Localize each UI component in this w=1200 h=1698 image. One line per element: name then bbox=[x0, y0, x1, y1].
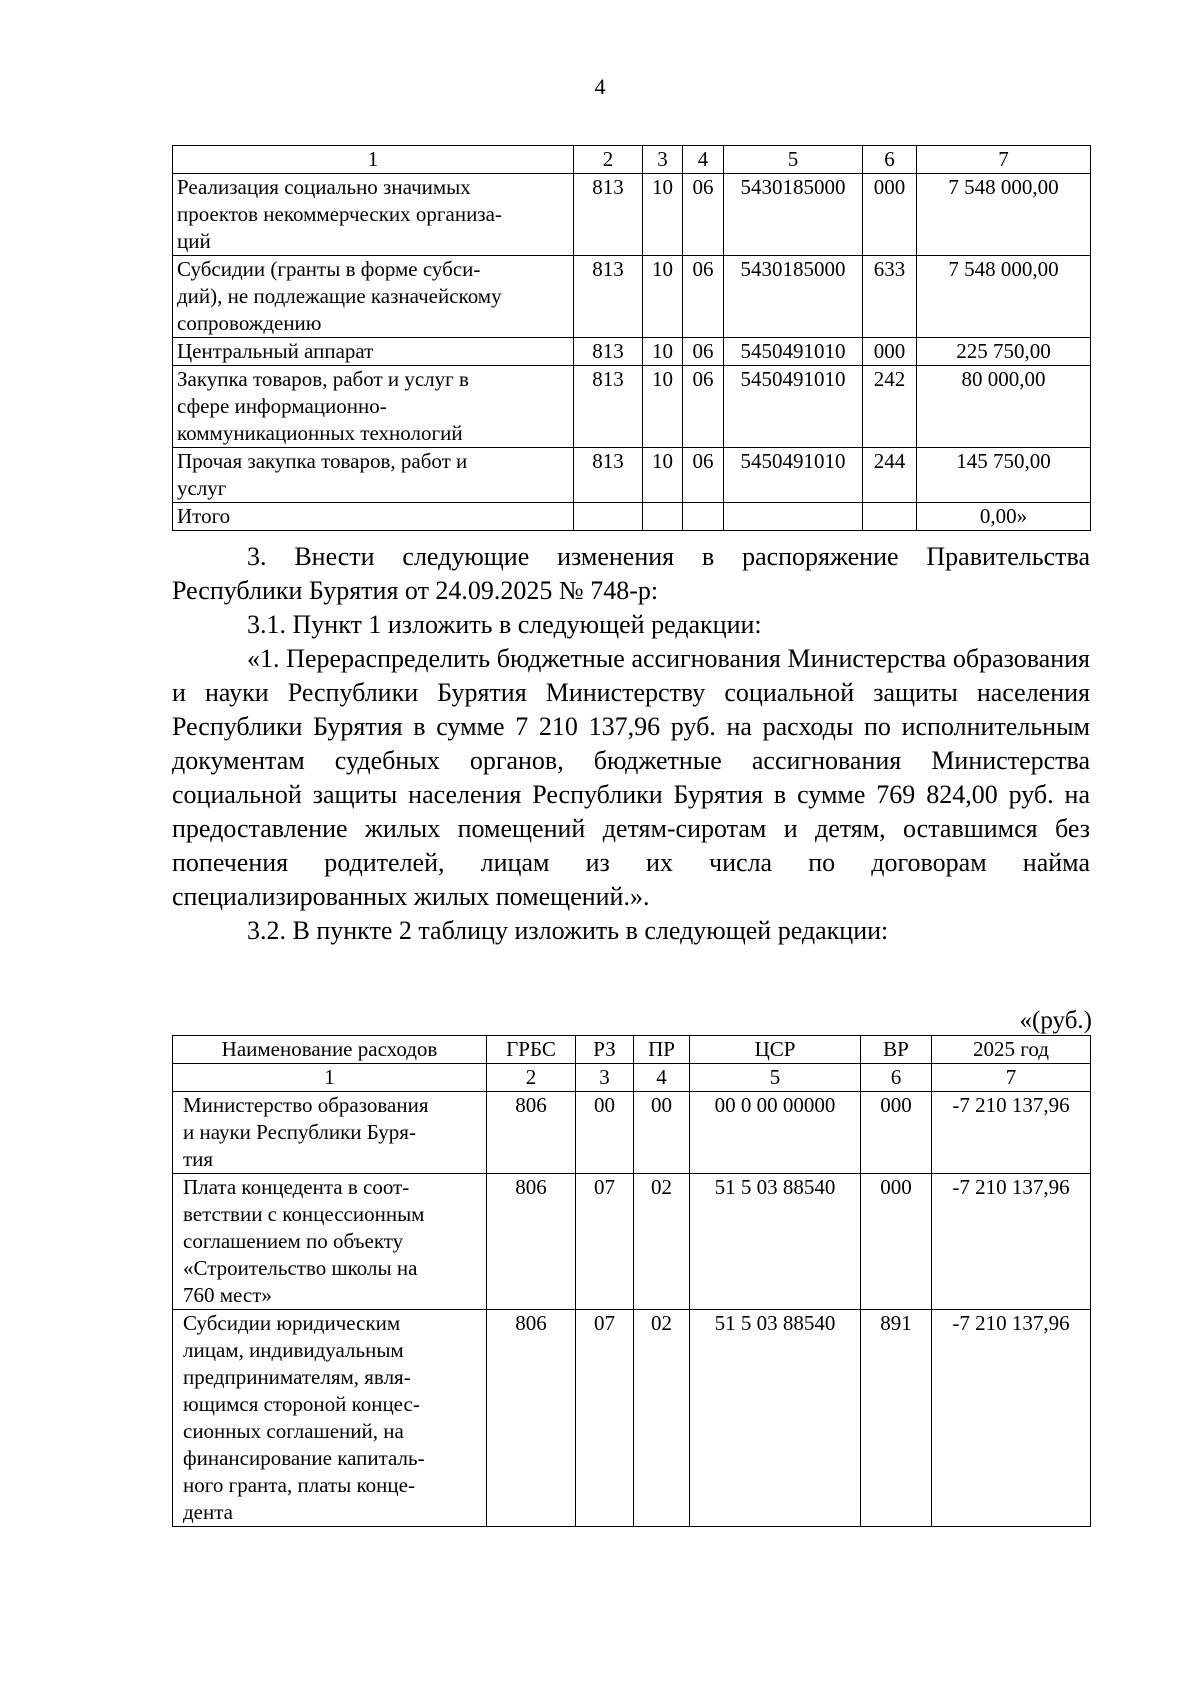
table-cell: 80 000,00 bbox=[917, 366, 1091, 448]
table-cell: 813 bbox=[574, 448, 643, 503]
table-row bbox=[173, 503, 1091, 531]
table-cell: РЗ bbox=[576, 1036, 634, 1064]
table-row bbox=[173, 1310, 1091, 1527]
table-cell: 06 bbox=[683, 338, 724, 366]
table-cell: 3 bbox=[643, 146, 683, 174]
table-cell: 806 bbox=[487, 1174, 576, 1310]
table-row bbox=[173, 338, 1091, 366]
table-cell: 7 548 000,00 bbox=[917, 174, 1091, 256]
table-cell: 3 bbox=[576, 1064, 634, 1092]
table-cell: 242 bbox=[863, 366, 917, 448]
table-row bbox=[173, 1092, 1091, 1174]
table-cell: 5430185000 bbox=[724, 256, 863, 338]
table-cell: 02 bbox=[634, 1174, 690, 1310]
table-cell bbox=[863, 503, 917, 531]
table-cell: 00 bbox=[634, 1092, 690, 1174]
table-cell: 000 bbox=[861, 1174, 932, 1310]
unit-label: «(руб.) bbox=[1019, 1007, 1092, 1034]
table-cell: 813 bbox=[574, 174, 643, 256]
table-cell: 51 5 03 88540 bbox=[690, 1310, 861, 1527]
amendment-text bbox=[172, 540, 1090, 948]
table-cell: 7 bbox=[932, 1064, 1091, 1092]
table-row bbox=[173, 448, 1091, 503]
table-cell: 07 bbox=[576, 1310, 634, 1527]
row-label-cell: Наименование расходов bbox=[173, 1036, 487, 1064]
table-cell bbox=[683, 503, 724, 531]
table-cell: 10 bbox=[643, 366, 683, 448]
table-cell: 6 bbox=[863, 146, 917, 174]
table-cell: 813 bbox=[574, 338, 643, 366]
table-cell: 00 bbox=[576, 1092, 634, 1174]
table-cell: 7 548 000,00 bbox=[917, 256, 1091, 338]
table-row bbox=[173, 1174, 1091, 1310]
header-row bbox=[173, 1036, 1091, 1064]
table-cell: 891 bbox=[861, 1310, 932, 1527]
row-label-cell: 1 bbox=[173, 1064, 487, 1092]
row-label-cell: Итого bbox=[173, 503, 574, 531]
table-cell: 10 bbox=[643, 338, 683, 366]
table-row bbox=[173, 256, 1091, 338]
table-cell: 813 bbox=[574, 256, 643, 338]
table-cell: -7 210 137,96 bbox=[932, 1310, 1091, 1527]
table-cell: ВР bbox=[861, 1036, 932, 1064]
table-cell: 10 bbox=[643, 256, 683, 338]
table-cell: 06 bbox=[683, 366, 724, 448]
row-label-cell: Плата концедента в соот- ветствии с концессионным соглашением по объекту «Строительство школы на 760 мест» bbox=[173, 1174, 487, 1310]
table-cell: 2025 год bbox=[932, 1036, 1091, 1064]
table-cell: ЦСР bbox=[690, 1036, 861, 1064]
table-cell: 000 bbox=[863, 174, 917, 256]
paragraph-new-item-1: «1. Перераспределить бюджетные ассигнования Министерства образования и науки Республики Бурятия Министерству социальной защиты населения Республики Бурятия в сумме 7 210 137,96 руб. на расходы по исполнительным документам судебных органов, бюджетные ассигнования Министерства социальной защиты населения Республики Бурятия в сумме 769 824,00 руб. на предоставление жилых помещений детям-сиротам и детям, оставшимся без попечения родителей, лицам из их числа по договорам найма специализированных жилых помещений.». bbox=[172, 644, 1090, 911]
table-cell: 10 bbox=[643, 448, 683, 503]
table-cell: 06 bbox=[683, 448, 724, 503]
column-number-row bbox=[173, 146, 1091, 174]
table-cell: 06 bbox=[683, 256, 724, 338]
table-cell: 5 bbox=[690, 1064, 861, 1092]
row-label-cell: Субсидии (гранты в форме субси- дий), не подлежащие казначейскому сопровождению bbox=[173, 256, 574, 338]
table-cell bbox=[643, 503, 683, 531]
table-cell: 2 bbox=[487, 1064, 576, 1092]
table-cell bbox=[574, 503, 643, 531]
table-cell: 4 bbox=[634, 1064, 690, 1092]
row-label-cell: Министерство образования и науки Республики Буря- тия bbox=[173, 1092, 487, 1174]
table-cell: 07 bbox=[576, 1174, 634, 1310]
table-cell: 02 bbox=[634, 1310, 690, 1527]
table-cell bbox=[724, 503, 863, 531]
table-row bbox=[173, 174, 1091, 256]
table-cell: 5430185000 bbox=[724, 174, 863, 256]
table-cell: 806 bbox=[487, 1310, 576, 1527]
row-label-cell: Реализация социально значимых проектов некоммерческих организа- ций bbox=[173, 174, 574, 256]
table-cell: 5450491010 bbox=[724, 366, 863, 448]
paragraph-3: 3. Внести следующие изменения в распоряжение Правительства Республики Бурятия от 24.09.2025 № 748-р: bbox=[172, 542, 1090, 605]
table-cell: 2 bbox=[574, 146, 643, 174]
page-number: 4 bbox=[594, 74, 606, 99]
table-cell: 5450491010 bbox=[724, 338, 863, 366]
table-cell: 000 bbox=[863, 338, 917, 366]
table-cell: 7 bbox=[917, 146, 1091, 174]
table-cell: -7 210 137,96 bbox=[932, 1092, 1091, 1174]
table2-body bbox=[173, 1036, 1091, 1527]
row-label-cell: Прочая закупка товаров, работ и услуг bbox=[173, 448, 574, 503]
table-cell: 6 bbox=[861, 1064, 932, 1092]
table-cell: 806 bbox=[487, 1092, 576, 1174]
table-cell: 06 bbox=[683, 174, 724, 256]
table-cell: 4 bbox=[683, 146, 724, 174]
table-cell: 0,00» bbox=[917, 503, 1091, 531]
table-cell: ПР bbox=[634, 1036, 690, 1064]
table-cell: 633 bbox=[863, 256, 917, 338]
table-cell: 244 bbox=[863, 448, 917, 503]
table-cell: 5 bbox=[724, 146, 863, 174]
row-label-cell: Центральный аппарат bbox=[173, 338, 574, 366]
table-row bbox=[173, 366, 1091, 448]
table-cell: 225 750,00 bbox=[917, 338, 1091, 366]
table-cell: 00 0 00 00000 bbox=[690, 1092, 861, 1174]
row-label-cell: 1 bbox=[173, 146, 574, 174]
row-label-cell: Закупка товаров, работ и услуг в сфере информационно- коммуникационных технологий bbox=[173, 366, 574, 448]
allocation-table-1 bbox=[172, 145, 1091, 531]
paragraph-3-1: 3.1. Пункт 1 изложить в следующей редакции: bbox=[247, 610, 762, 639]
table1-body bbox=[173, 146, 1091, 531]
table-cell: 5450491010 bbox=[724, 448, 863, 503]
table-cell: ГРБС bbox=[487, 1036, 576, 1064]
table-cell: -7 210 137,96 bbox=[932, 1174, 1091, 1310]
table-cell: 145 750,00 bbox=[917, 448, 1091, 503]
column-number-row bbox=[173, 1064, 1091, 1092]
row-label-cell: Субсидии юридическим лицам, индивидуальным предпринимателям, явля- ющимся стороной концес- сионных соглашений, на финансирование капиталь- ного гранта, платы конце- дента bbox=[173, 1310, 487, 1527]
table-cell: 51 5 03 88540 bbox=[690, 1174, 861, 1310]
paragraph-3-2: 3.2. В пункте 2 таблицу изложить в следующей редакции: bbox=[247, 916, 889, 945]
allocation-table-2 bbox=[172, 1035, 1091, 1527]
table-cell: 813 bbox=[574, 366, 643, 448]
table-cell: 10 bbox=[643, 174, 683, 256]
table-cell: 000 bbox=[861, 1092, 932, 1174]
